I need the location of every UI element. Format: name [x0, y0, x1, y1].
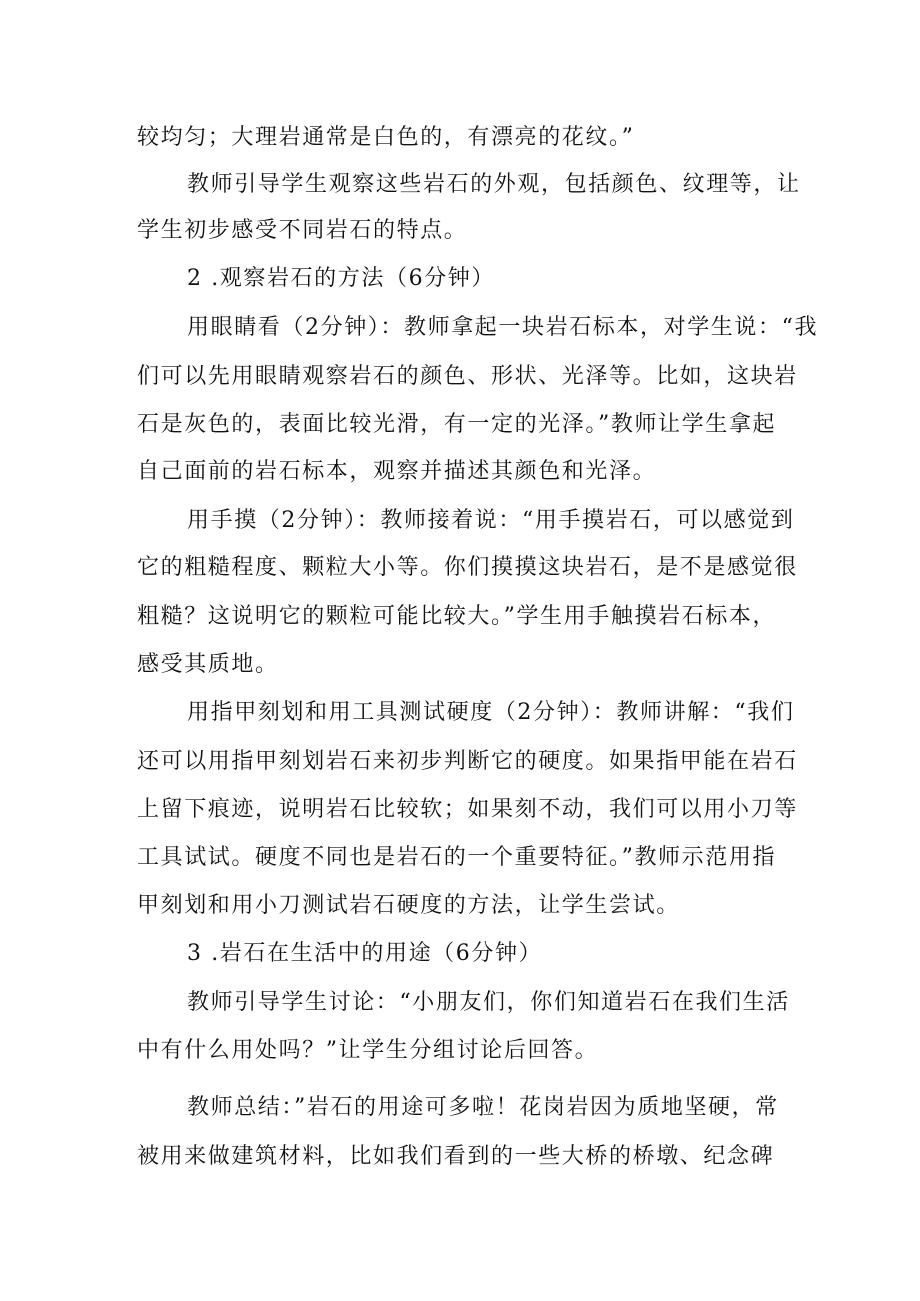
text-line: 较均匀；大理岩通常是白色的，有漂亮的花纹。” [137, 125, 635, 150]
section-heading: 3 .岩石在生活中的用途（6分钟） [187, 941, 543, 966]
paragraph-line: 教师引导学生讨论：“小朋友们，你们知道岩石在我们生活 [187, 990, 790, 1015]
text-line: 石是灰色的，表面比较光滑，有一定的光泽。”教师让学生拿起 [137, 412, 777, 437]
text-line: 被用来做建筑材料，比如我们看到的一些大桥的桥墩、纪念碑 [137, 1144, 775, 1169]
paragraph-line: 用指甲刻划和用工具测试硬度（2分钟）：教师讲解：“我们 [187, 700, 795, 725]
text-line: 还可以用指甲刻划岩石来初步判断它的硬度。如果指甲能在岩石 [137, 749, 798, 774]
text-line: 们可以先用眼睛观察岩石的颜色、形状、光泽等。比如，这块岩 [137, 364, 798, 389]
text-line: 它的粗糙程度、颗粒大小等。你们摸摸这块岩石，是不是感觉很 [137, 555, 798, 580]
section-heading: 2 .观察岩石的方法（6分钟） [187, 266, 495, 291]
text-line: 粗糙？这说明它的颗粒可能比较大。”学生用手触摸岩石标本， [137, 604, 777, 629]
paragraph-line: 用手摸（2分钟）：教师接着说：“用手摸岩石，可以感觉到 [187, 508, 795, 533]
text-line: 甲刻划和用小刀测试岩石硬度的方法，让学生尝试。 [137, 893, 680, 918]
text-line: 工具试试。硬度不同也是岩石的一个重要特征。”教师示范用指 [137, 845, 777, 870]
text-line: 上留下痕迹，说明岩石比较软；如果刻不动，我们可以用小刀等 [137, 797, 798, 822]
text-line: 自己面前的岩石标本，观察并描述其颜色和光泽。 [137, 459, 657, 484]
paragraph-line: 教师引导学生观察这些岩石的外观，包括颜色、纹理等，让 [187, 172, 801, 197]
text-line: 感受其质地。 [137, 652, 279, 677]
text-line: 中有什么用处吗？”让学生分组讨论后回答。 [137, 1038, 599, 1063]
text-line: 学生初步感受不同岩石的特点。 [137, 218, 468, 243]
paragraph-line: 教师总结：”岩石的用途可多啦！花岗岩因为质地坚硬，常 [187, 1095, 779, 1120]
paragraph-line: 用眼睛看（2分钟）：教师拿起一块岩石标本，对学生说：“我 [187, 315, 819, 340]
